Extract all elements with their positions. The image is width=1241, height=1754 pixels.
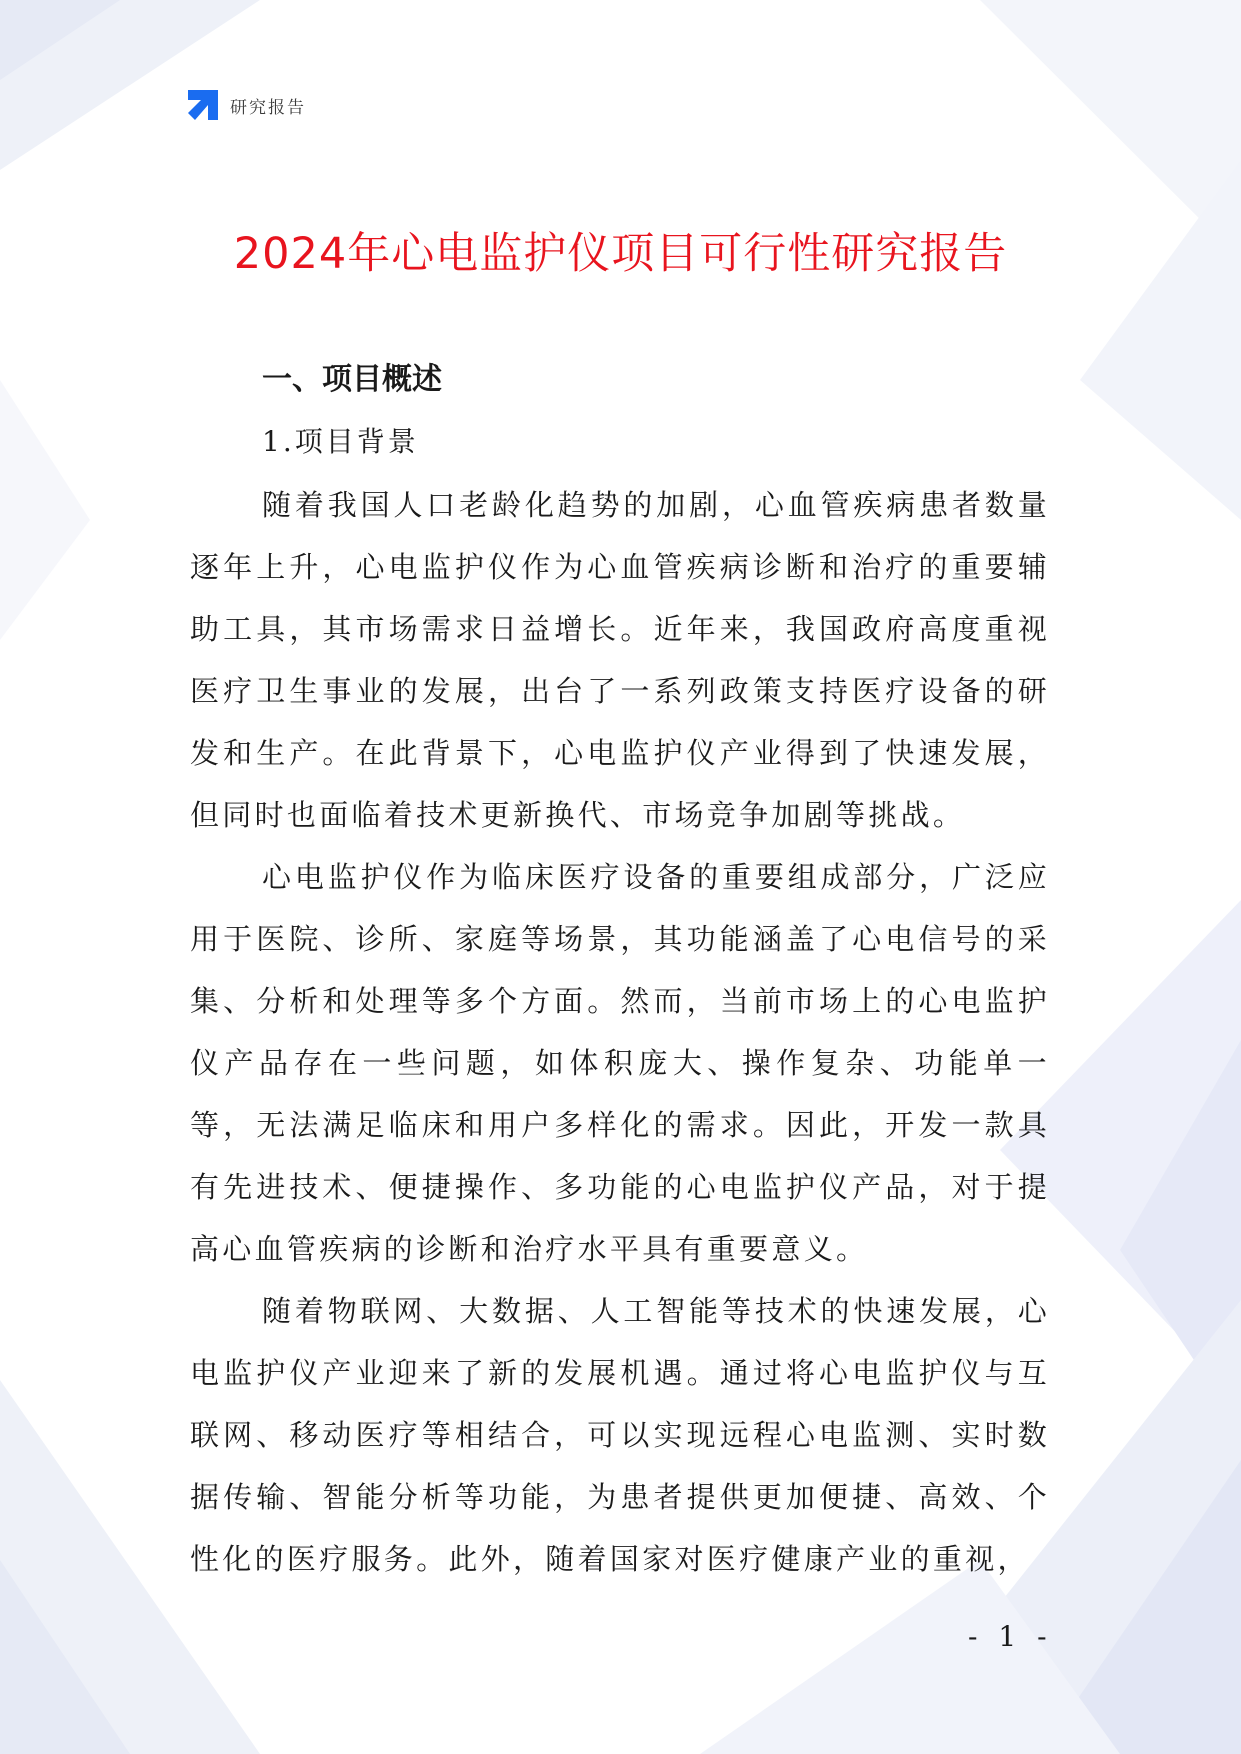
document-title: 2024年心电监护仪项目可行性研究报告 (233, 229, 1008, 279)
body-paragraph: 心电监护仪作为临床医疗设备的重要组成部分，广泛应用于医院、诊所、家庭等场景，其功能涵盖了心电信号的采集、分析和处理等多个方面。然而，当前市场上的心电监护仪产品存在一些问题，如体积庞大、操作复杂、功能单一等，无法满足临床和用户多样化的需求。因此，开发一款具有先进技术、便捷操作、多功能的心电监护仪产品，对于提高心血管疾病的诊断和治疗水平具有重要意义。 (190, 860, 1050, 1266)
subsection-heading: 1.项目背景 (262, 425, 419, 458)
report-header (186, 88, 306, 122)
body-paragraph: 随着我国人口老龄化趋势的加剧，心血管疾病患者数量逐年上升，心电监护仪作为心血管疾病诊断和治疗的重要辅助工具，其市场需求日益增长。近年来，我国政府高度重视医疗卫生事业的发展，出台了一系列政策支持医疗设备的研发和生产。在此背景下，心电监护仪产业得到了快速发展，但同时也面临着技术更新换代、市场竞争加剧等挑战。 (190, 488, 1050, 832)
document-body (190, 350, 1050, 1590)
arrow-up-right-icon (186, 88, 220, 122)
section-heading: 一、项目概述 (262, 362, 442, 397)
header-label: 研究报告 (230, 97, 306, 118)
body-paragraph: 随着物联网、大数据、人工智能等技术的快速发展，心电监护仪产业迎来了新的发展机遇。通过将心电监护仪与互联网、移动医疗等相结合，可以实现远程心电监测、实时数据传输、智能分析等功能，为患者提供更加便捷、高效、个性化的医疗服务。此外，随着国家对医疗健康产业的重视， (190, 1294, 1050, 1576)
page-number: - 1 - (968, 1620, 1053, 1653)
